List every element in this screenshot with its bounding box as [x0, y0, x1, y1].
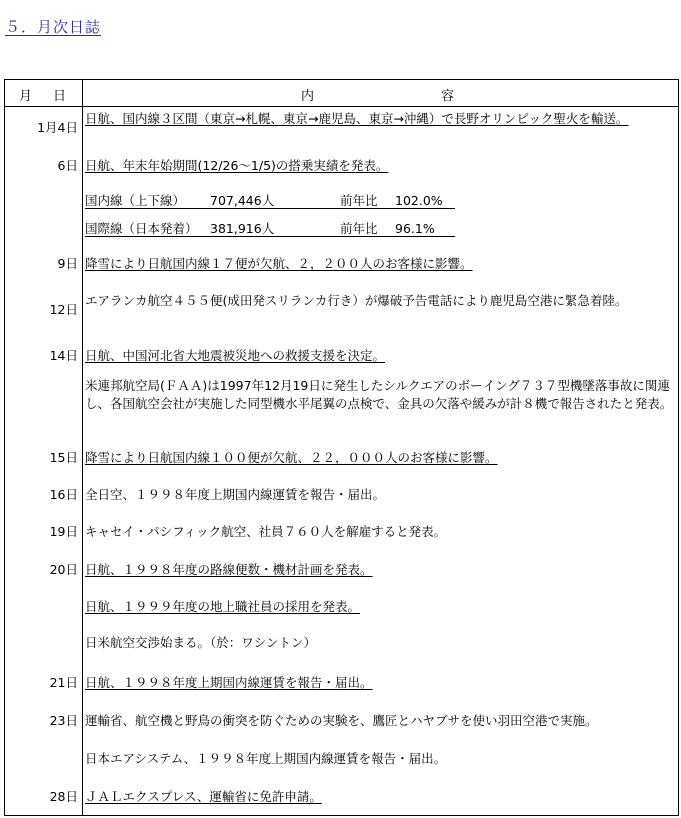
entry-text: 日本エアシステム、１９９８年度上期国内線運賃を報告・届出。: [85, 751, 447, 766]
section-title: ５．月次日誌: [5, 18, 102, 36]
stat-ratio: 96.1%: [395, 221, 435, 236]
header-month: 月: [19, 89, 33, 104]
entry-text: 日航、１９９８年度の路線便数・機材計画を発表。: [85, 562, 373, 577]
stat-count: 381,916人: [210, 221, 275, 236]
stat-ratio: 102.0%: [395, 193, 443, 208]
entry-date: 1月4日: [37, 120, 78, 135]
entry-text: エアランカ航空４５５便(成田発スリランカ行き）が爆破予告電話により鹿児島空港に緊急着陸。: [85, 293, 628, 308]
header-content-1: 内: [301, 89, 315, 104]
entry-date: 23日: [49, 713, 78, 728]
monthly-diary-table: [4, 79, 679, 816]
entry-date: 6日: [57, 158, 78, 173]
entry-date: 14日: [49, 348, 78, 363]
stat-name: 国内線（上下線）: [85, 193, 186, 208]
stat-label: 前年比: [340, 221, 378, 236]
entry-date: 15日: [49, 450, 78, 465]
stat-count: 707,446人: [210, 193, 275, 208]
entry-date: 21日: [49, 675, 78, 690]
entry-text: 米連邦航空局(ＦＡＡ)は1997年12月19日に発生したシルクエアのボーイング７３７型機墜落事故に関連し、各国航空会社が実施した同型機水平尾翼の点検で、金具の欠落や緩みが計８機で報告されたと発表。: [85, 378, 673, 411]
entry-text: 日航、１９９９年度の地上職社員の採用を発表。: [85, 599, 361, 614]
stat-label: 前年比: [340, 193, 378, 208]
entry-text: キャセイ・パシフィック航空、社員７６０人を解雇すると発表。: [85, 524, 447, 539]
header-content-2: 容: [441, 89, 455, 104]
entry-text: 降雪により日航国内線１７便が欠航、２，２００人のお客様に影響。: [85, 256, 473, 271]
entry-text: 日航、１９９８年度上期国内線運賃を報告・届出。: [85, 675, 373, 690]
entry-text: 降雪により日航国内線１００便が欠航、２２，０００人のお客様に影響。: [85, 450, 498, 465]
entry-date: 20日: [49, 562, 78, 577]
entry-text: ＪＡＬエクスプレス、運輸省に免許申請。: [85, 789, 322, 804]
entry-date: 19日: [49, 524, 78, 539]
entry-date: 9日: [57, 256, 78, 271]
entry-text: 運輸省、航空機と野鳥の衝突を防ぐための実験を、鷹匠とハヤブサを使い羽田空港で実施。: [85, 713, 598, 728]
stat-name: 国際線（日本発着）: [85, 221, 198, 236]
entry-text: 全日空、１９９８年度上期国内線運賃を報告・届出。: [85, 487, 386, 502]
entry-date: 12日: [49, 302, 78, 317]
entry-text: 日航、年末年始期間(12/26～1/5)の搭乗実績を発表。: [85, 158, 389, 173]
entry-text: 日航、中国河北省大地震被災地への救援支援を決定。: [85, 348, 386, 363]
entry-text: 日米航空交渉始まる。（於：ワシントン）: [85, 635, 316, 650]
column-divider: [82, 80, 83, 815]
entry-date: 16日: [49, 487, 78, 502]
entry-date: 28日: [49, 789, 78, 804]
header-day: 日: [53, 89, 67, 104]
entry-text: 日航、国内線３区間（東京→札幌、東京→鹿児島、東京→沖縄）で長野オリンピック聖火を輸送。: [85, 111, 629, 126]
table-header: [5, 80, 678, 107]
